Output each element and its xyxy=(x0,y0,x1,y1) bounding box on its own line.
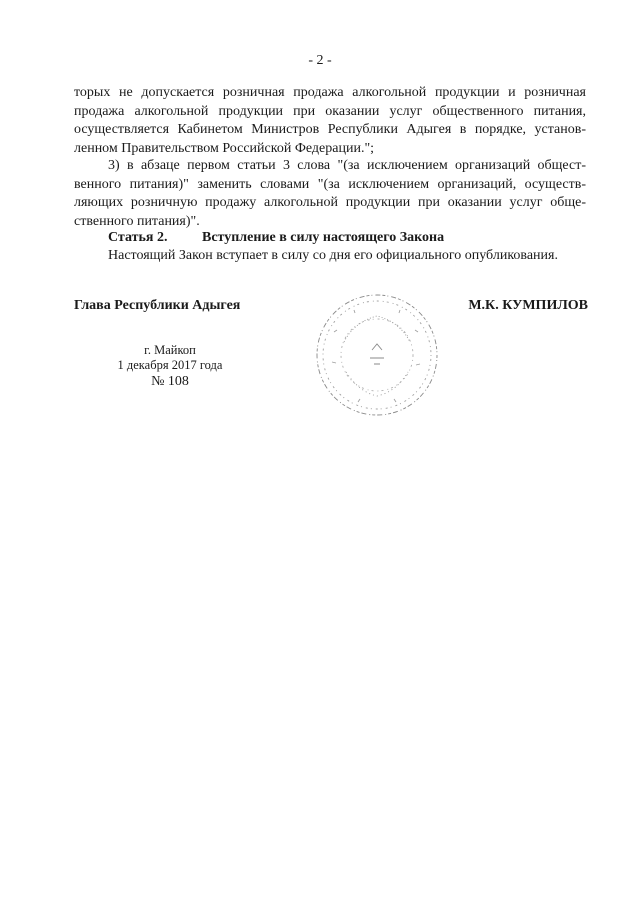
signer-name: М.К. КУМПИЛОВ xyxy=(468,298,588,313)
article-text: Настоящий Закон вступает в силу со дня его официального опубликования. xyxy=(108,248,558,263)
city: г. Майкоп xyxy=(144,343,196,357)
official-seal-icon xyxy=(314,292,440,418)
signer-title: Глава Республики Адыгея xyxy=(74,298,241,313)
text-line: венного питания)" заменить словами "(за исключением организаций, осуществ- xyxy=(74,176,586,192)
page-number: - 2 - xyxy=(308,53,332,68)
article-heading xyxy=(108,230,444,246)
text-line: осуществляется Кабинетом Министров Республики Адыгея в порядке, установ- xyxy=(74,122,586,137)
text-line: торых не допускается розничная продажа алкогольной продукции и розничная xyxy=(74,85,586,100)
paragraph-item-3 xyxy=(74,157,586,231)
article-number: Статья 2. xyxy=(108,230,168,245)
text-line: 3) в абзаце первом статьи 3 слова "(за исключением организаций общест- xyxy=(108,158,586,173)
text-line: продажа алкогольной продукции при оказании услуг общественного питания, xyxy=(74,103,586,119)
text-line: ляющих розничную продажу алкогольной продукции при оказании услуг обще- xyxy=(74,195,586,210)
text-line: ственного питания)". xyxy=(74,213,200,229)
paragraph-continuation xyxy=(74,84,586,158)
article-title: Вступление в силу настоящего Закона xyxy=(202,230,445,245)
date: 1 декабря 2017 года xyxy=(117,358,223,372)
registration-number: № 108 xyxy=(151,374,189,389)
place-date-block xyxy=(110,343,230,391)
text-line: ленном Правительством Российской Федерации."; xyxy=(74,140,375,156)
